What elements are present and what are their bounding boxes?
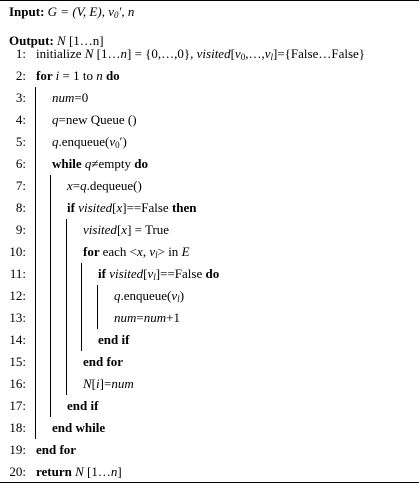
line-number: 13:: [9, 310, 26, 325]
code-token: while: [52, 156, 85, 171]
code-token: [: [116, 222, 122, 237]
code-token: v: [109, 134, 116, 149]
code-token: ,: [142, 244, 150, 259]
code-token: [: [230, 46, 235, 61]
line-code: [83, 373, 134, 395]
line-number: 12:: [9, 288, 26, 303]
code-token: visited: [83, 222, 117, 237]
line-code: [52, 131, 127, 153]
code-token: l: [270, 52, 273, 62]
line-code: [83, 219, 169, 241]
line-number: 18:: [9, 420, 26, 435]
output-label: Output:: [9, 33, 54, 48]
code-token: .enqueue(: [58, 134, 110, 149]
line-number: 7:: [15, 178, 26, 193]
code-token: num: [111, 376, 134, 391]
line-code: [52, 109, 137, 131]
code-token: ]={False…False}: [273, 46, 366, 61]
code-token: end for: [83, 354, 124, 369]
code-token: return: [36, 464, 76, 479]
line-number: 10:: [9, 244, 26, 259]
line-code: [83, 241, 190, 263]
code-token: =: [136, 310, 144, 325]
code-token: initialize: [36, 46, 85, 61]
code-token: ]==False: [155, 266, 206, 281]
code-token: N: [84, 46, 94, 61]
code-token: i: [96, 376, 100, 391]
indent-guide-if-visited-x: [66, 219, 67, 395]
code-token: each <: [102, 244, 138, 259]
code-token: ]: [117, 464, 122, 479]
code-token: ]==False: [122, 200, 172, 215]
line-number: 3:: [15, 90, 26, 105]
code-token: q: [52, 112, 59, 127]
code-token: 0: [240, 52, 246, 62]
code-token: N: [75, 464, 84, 479]
code-token: v: [149, 244, 156, 259]
code-token: .enqueue(: [120, 288, 172, 303]
indent-guide-if-visited-vl: [97, 285, 98, 329]
line-code: [114, 285, 184, 307]
code-token: ′): [119, 134, 127, 149]
line-code: [52, 87, 88, 109]
line-code: [36, 461, 122, 483]
code-token: v: [147, 266, 154, 281]
code-token: q: [114, 288, 121, 303]
code-token: end while: [52, 420, 106, 435]
indent-guide-while-loop: [50, 175, 51, 417]
input-label: Input:: [9, 4, 45, 19]
code-token: x: [116, 200, 123, 215]
line-code: [67, 175, 142, 197]
code-token: =new Queue (): [58, 112, 137, 127]
code-token: v: [264, 46, 271, 61]
line-number: 17:: [9, 398, 26, 413]
code-token: +1: [166, 310, 180, 325]
code-token: l: [177, 294, 180, 304]
code-token: v: [234, 46, 241, 61]
code-token: num: [52, 90, 75, 105]
line-code: [67, 197, 197, 219]
code-token: q: [80, 178, 87, 193]
code-token: end if: [98, 332, 130, 347]
line-number: 19:: [9, 442, 26, 457]
code-token: ,…,: [245, 46, 265, 61]
code-token: [: [91, 376, 97, 391]
code-token: do: [134, 156, 148, 171]
code-token: visited: [196, 46, 231, 61]
indent-guide-for-each: [81, 263, 82, 351]
input-line: [9, 4, 134, 20]
line-code: [98, 329, 129, 351]
code-token: q: [52, 134, 59, 149]
line-code: [52, 417, 105, 439]
line-number: 2:: [15, 68, 26, 83]
line-number: 5:: [15, 134, 26, 149]
code-token: ] = {0,…,0},: [127, 46, 197, 61]
code-token: num: [143, 310, 167, 325]
code-token: do: [102, 68, 120, 83]
code-token: if: [67, 200, 79, 215]
code-token: i: [55, 68, 60, 83]
code-token: > in: [157, 244, 182, 259]
code-token: 0: [115, 140, 120, 150]
line-code: [36, 439, 76, 461]
code-token: ≠empty: [91, 156, 135, 171]
line-code: [83, 351, 123, 373]
code-token: n: [110, 464, 118, 479]
code-token: visited: [109, 266, 144, 281]
line-number: 4:: [15, 112, 26, 127]
indent-guide-for-loop: [35, 87, 36, 439]
top-rule: [0, 0, 419, 1]
input-value: G = (V, E), $v_0'$, n: [44, 4, 135, 20]
code-token: =0: [74, 90, 89, 105]
line-number: 11:: [9, 266, 26, 281]
code-token: [1…: [93, 46, 121, 61]
code-token: x: [137, 244, 143, 259]
code-token: .dequeue(): [86, 178, 142, 193]
line-code: [67, 395, 98, 417]
code-token: then: [171, 200, 197, 215]
code-token: N: [83, 376, 92, 391]
line-number: 14:: [9, 332, 26, 347]
code-token: n: [96, 68, 103, 83]
code-token: =: [72, 178, 81, 193]
line-number: 9:: [15, 222, 26, 237]
code-token: end for: [36, 442, 77, 457]
code-token: [: [143, 266, 148, 281]
code-token: q: [84, 156, 92, 171]
code-token: ): [179, 288, 185, 303]
line-number: 1:: [15, 46, 26, 61]
code-token: = 1 to: [59, 68, 97, 83]
code-token: x: [121, 222, 128, 237]
code-token: visited: [78, 200, 113, 215]
code-token: ] = True: [127, 222, 170, 237]
code-token: do: [205, 266, 220, 281]
code-token: [: [112, 200, 117, 215]
line-code: [114, 307, 180, 329]
line-number: 20:: [9, 464, 26, 479]
line-code: [98, 263, 219, 285]
code-token: ]=: [99, 376, 112, 391]
line-number: 16:: [9, 376, 26, 391]
code-token: v: [171, 288, 178, 303]
line-code: [36, 43, 365, 65]
code-token: l: [155, 250, 158, 260]
code-token: if: [98, 266, 110, 281]
code-token: l: [153, 272, 156, 282]
code-token: num: [114, 310, 137, 325]
line-code: [36, 65, 120, 87]
line-number: 8:: [15, 200, 26, 215]
output-value-symbol: N: [53, 33, 66, 48]
code-token: n: [120, 46, 127, 61]
code-token: for: [83, 244, 103, 259]
line-code: [52, 153, 148, 175]
line-number: 15:: [9, 354, 26, 369]
output-value-range: [1…n]: [65, 33, 104, 48]
code-token: end if: [67, 398, 99, 413]
code-token: x: [67, 178, 73, 193]
code-token: E: [181, 244, 190, 259]
code-token: [1…: [83, 464, 111, 479]
line-number: 6:: [15, 156, 26, 171]
code-token: for: [36, 68, 56, 83]
